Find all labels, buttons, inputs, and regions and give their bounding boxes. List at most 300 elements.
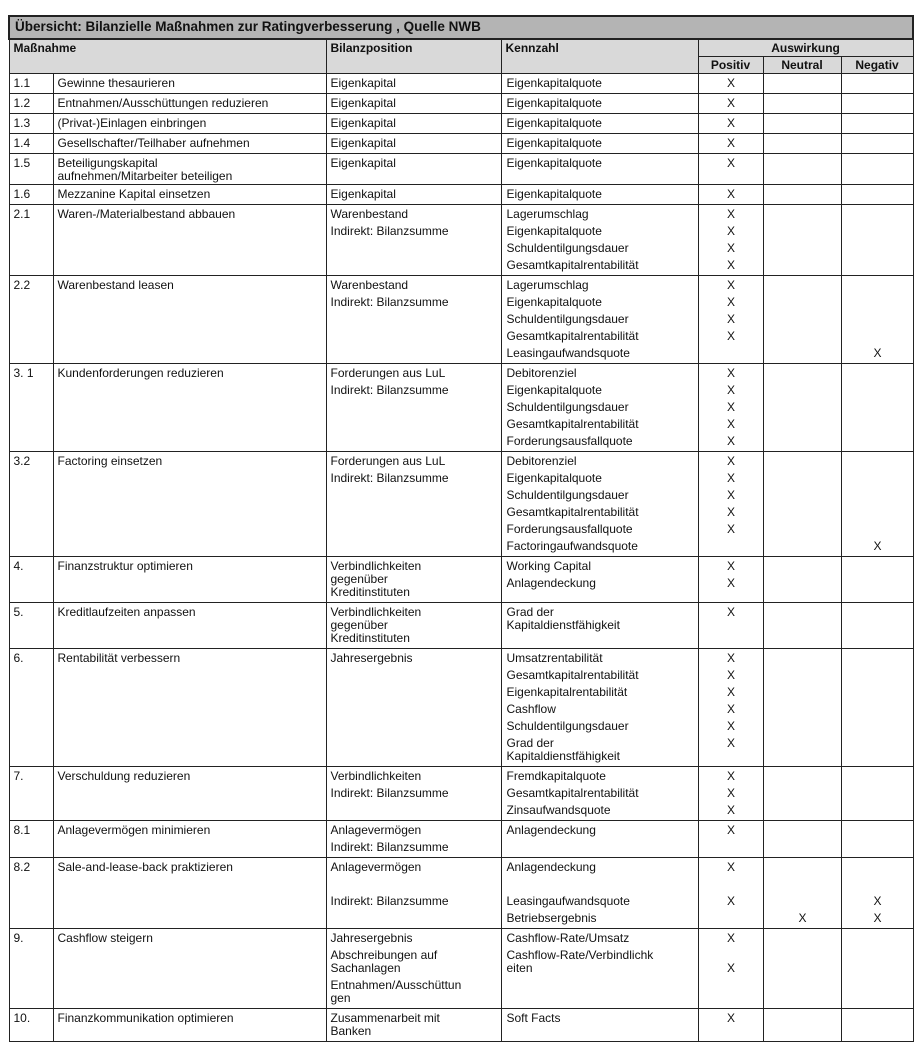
table-row bbox=[9, 154, 913, 185]
impact-neutral-mark bbox=[764, 155, 842, 172]
indicator-name: Cashflow bbox=[506, 702, 556, 716]
table-row bbox=[9, 452, 913, 557]
impact-neutral-mark bbox=[764, 930, 842, 947]
balance-position-cell bbox=[326, 929, 501, 1009]
impact-neutral-mark bbox=[764, 650, 842, 667]
impact-neutral-mark bbox=[764, 802, 842, 819]
indicator-name: Eigenkapitalquote bbox=[506, 116, 602, 130]
indicator-grid bbox=[502, 276, 913, 363]
indicator-name: Lagerumschlag bbox=[506, 207, 589, 221]
table-row bbox=[9, 929, 913, 1009]
indicators-cell bbox=[501, 185, 913, 205]
impact-negative-mark bbox=[842, 802, 914, 819]
impact-negative-mark bbox=[842, 701, 914, 718]
measure-name: Gesellschafter/Teilhaber aufnehmen bbox=[53, 134, 326, 154]
impact-positive-mark: X bbox=[726, 605, 735, 619]
measure-name: (Privat-)Einlagen einbringen bbox=[53, 114, 326, 134]
impact-positive-mark: X bbox=[726, 187, 735, 201]
measure-name: Verschuldung reduzieren bbox=[53, 767, 326, 821]
measure-name: Gewinne thesaurieren bbox=[53, 74, 326, 94]
balance-position: Warenbestand bbox=[330, 278, 409, 292]
header-bilanzposition: Bilanzposition bbox=[326, 39, 501, 74]
impact-neutral-mark bbox=[764, 277, 842, 294]
header-neutral: Neutral bbox=[763, 57, 841, 74]
measure-number: 2.1 bbox=[9, 205, 53, 276]
balance-position: Anlagevermögen bbox=[330, 860, 422, 874]
impact-neutral-mark bbox=[764, 558, 842, 575]
impact-positive-mark: X bbox=[726, 366, 735, 380]
impact-positive-mark: X bbox=[726, 576, 735, 590]
impact-negative-mark bbox=[842, 328, 914, 345]
impact-positive-mark: X bbox=[726, 383, 735, 397]
indicator-name: Eigenkapitalquote bbox=[506, 471, 602, 485]
indicator-name: Grad der Kapitaldienstfähigkeit bbox=[506, 605, 620, 632]
indicator-name: Lagerumschlag bbox=[506, 278, 589, 292]
header-auswirkung: Auswirkung bbox=[698, 39, 913, 57]
indicators-cell bbox=[501, 603, 913, 649]
impact-neutral-mark bbox=[764, 667, 842, 684]
impact-positive-mark: X bbox=[726, 156, 735, 170]
indicator-name: Eigenkapitalquote bbox=[506, 76, 602, 90]
impact-neutral-mark bbox=[764, 294, 842, 311]
impact-neutral-mark bbox=[764, 947, 842, 977]
impact-negative-mark bbox=[842, 240, 914, 257]
impact-positive-mark: X bbox=[726, 471, 735, 485]
indicator-grid bbox=[502, 767, 913, 820]
table-row bbox=[9, 114, 913, 134]
balance-position-cell bbox=[326, 205, 501, 276]
impact-negative-mark bbox=[842, 277, 914, 294]
impact-positive-mark: X bbox=[726, 823, 735, 837]
impact-positive-mark: X bbox=[726, 559, 735, 573]
balance-position-cell bbox=[326, 767, 501, 821]
balance-position: Indirekt: Bilanzsumme bbox=[330, 471, 449, 485]
balance-position-cell bbox=[326, 557, 501, 603]
header-massnahme: Maßnahme bbox=[9, 39, 326, 74]
balance-position: Eigenkapital bbox=[330, 76, 396, 90]
measure-name: Warenbestand leasen bbox=[53, 276, 326, 364]
header-negativ: Negativ bbox=[841, 57, 913, 74]
indicator-name: Schuldentilgungsdauer bbox=[506, 488, 629, 502]
impact-negative-mark bbox=[842, 876, 914, 893]
indicators-cell bbox=[501, 452, 913, 557]
indicator-name: Zinsaufwandsquote bbox=[506, 803, 611, 817]
impact-neutral-mark bbox=[764, 768, 842, 785]
impact-negative-mark bbox=[842, 487, 914, 504]
indicator-name: Eigenkapitalquote bbox=[506, 136, 602, 150]
measure-number: 9. bbox=[9, 929, 53, 1009]
impact-neutral-mark bbox=[764, 701, 842, 718]
measure-number: 6. bbox=[9, 649, 53, 767]
balance-position: Eigenkapital bbox=[330, 187, 396, 201]
impact-neutral-mark bbox=[764, 186, 842, 203]
indicators-cell bbox=[501, 557, 913, 603]
indicator-name: Debitorenziel bbox=[506, 454, 577, 468]
indicators-cell bbox=[501, 74, 913, 94]
indicator-name: Betriebsergebnis bbox=[506, 911, 597, 925]
impact-neutral-mark bbox=[764, 206, 842, 223]
impact-positive-mark: X bbox=[726, 278, 735, 292]
impact-positive-mark: X bbox=[726, 1011, 735, 1025]
indicators-cell bbox=[501, 276, 913, 364]
indicator-name: Cashflow-Rate/Umsatz bbox=[506, 931, 630, 945]
indicator-grid bbox=[502, 1009, 913, 1028]
impact-neutral-mark bbox=[764, 876, 842, 893]
impact-neutral-mark bbox=[764, 470, 842, 487]
indicators-cell bbox=[501, 767, 913, 821]
impact-positive-mark: X bbox=[726, 931, 735, 945]
impact-positive-mark: X bbox=[726, 434, 735, 448]
impact-neutral-mark bbox=[764, 433, 842, 450]
impact-positive-mark: X bbox=[726, 76, 735, 90]
impact-positive-mark: X bbox=[726, 329, 735, 343]
impact-positive-mark bbox=[699, 876, 764, 893]
impact-negative-mark bbox=[842, 223, 914, 240]
indicator-grid bbox=[502, 94, 913, 113]
impact-positive-mark: X bbox=[726, 702, 735, 716]
impact-negative-mark bbox=[842, 416, 914, 433]
measure-name: Finanzkommunikation optimieren bbox=[53, 1009, 326, 1042]
measure-name: Waren-/Materialbestand abbauen bbox=[53, 205, 326, 276]
impact-negative-mark bbox=[842, 859, 914, 876]
measure-number: 7. bbox=[9, 767, 53, 821]
indicators-cell bbox=[501, 821, 913, 858]
indicator-name: Factoringaufwandsquote bbox=[506, 539, 638, 553]
indicator-grid bbox=[502, 205, 913, 275]
indicator-name: Schuldentilgungsdauer bbox=[506, 719, 629, 733]
impact-neutral-mark bbox=[764, 257, 842, 274]
impact-neutral-mark bbox=[764, 135, 842, 152]
indicator-name: Anlagendeckung bbox=[506, 823, 596, 837]
indicator-grid bbox=[502, 185, 913, 204]
impact-neutral-mark bbox=[764, 345, 842, 362]
impact-negative-mark bbox=[842, 521, 914, 538]
impact-negative-mark bbox=[842, 95, 914, 112]
indicator-grid bbox=[502, 114, 913, 133]
table-row bbox=[9, 603, 913, 649]
impact-neutral-mark bbox=[764, 75, 842, 92]
impact-neutral-mark bbox=[764, 416, 842, 433]
impact-negative-mark bbox=[842, 558, 914, 575]
balance-position: Verbindlichkeiten bbox=[330, 769, 422, 783]
indicators-cell bbox=[501, 205, 913, 276]
measure-name: Finanzstruktur optimieren bbox=[53, 557, 326, 603]
measure-number: 1.6 bbox=[9, 185, 53, 205]
impact-negative-mark bbox=[842, 575, 914, 592]
impact-positive-mark bbox=[699, 345, 764, 362]
impact-neutral-mark bbox=[764, 115, 842, 132]
indicator-name: Gesamtkapitalrentabilität bbox=[506, 505, 639, 519]
impact-negative-mark bbox=[842, 667, 914, 684]
impact-negative-mark: X bbox=[873, 346, 882, 360]
table-row bbox=[9, 276, 913, 364]
balance-position-cell bbox=[326, 154, 501, 185]
impact-negative-mark bbox=[842, 155, 914, 172]
balance-position: Indirekt: Bilanzsumme bbox=[330, 383, 449, 397]
impact-positive-mark bbox=[699, 538, 764, 555]
indicator-grid bbox=[502, 154, 913, 173]
impact-negative-mark bbox=[842, 135, 914, 152]
impact-neutral-mark bbox=[764, 240, 842, 257]
balance-position-cell bbox=[326, 114, 501, 134]
indicator-name: Gesamtkapitalrentabilität bbox=[506, 329, 639, 343]
balance-position: Indirekt: Bilanzsumme bbox=[330, 894, 449, 908]
balance-position: Jahresergebnis bbox=[330, 931, 413, 945]
impact-positive-mark: X bbox=[726, 116, 735, 130]
impact-positive-mark: X bbox=[726, 96, 735, 110]
indicator-name: Cashflow-Rate/Verbindlichk eiten bbox=[506, 948, 654, 975]
indicator-grid bbox=[502, 649, 913, 766]
impact-positive-mark: X bbox=[726, 400, 735, 414]
measure-name: Kundenforderungen reduzieren bbox=[53, 364, 326, 452]
impact-neutral-mark bbox=[764, 684, 842, 701]
balance-position-cell bbox=[326, 649, 501, 767]
indicator-name: Eigenkapitalquote bbox=[506, 187, 602, 201]
measure-number: 2.2 bbox=[9, 276, 53, 364]
measure-number: 8.1 bbox=[9, 821, 53, 858]
impact-negative-mark bbox=[842, 470, 914, 487]
balance-position-cell bbox=[326, 452, 501, 557]
impact-negative-mark bbox=[842, 785, 914, 802]
measure-name: Factoring einsetzen bbox=[53, 452, 326, 557]
table-row bbox=[9, 134, 913, 154]
impact-neutral-mark bbox=[764, 311, 842, 328]
impact-neutral-mark bbox=[764, 575, 842, 592]
balance-position: Verbindlichkeiten gegenüber Kreditinstituten bbox=[330, 605, 422, 645]
balance-position-cell bbox=[326, 821, 501, 858]
balance-position: Eigenkapital bbox=[330, 116, 396, 130]
indicator-name: Soft Facts bbox=[506, 1011, 561, 1025]
impact-positive-mark: X bbox=[726, 685, 735, 699]
impact-negative-mark bbox=[842, 382, 914, 399]
measure-name: Cashflow steigern bbox=[53, 929, 326, 1009]
balance-position-cell bbox=[326, 134, 501, 154]
impact-neutral-mark bbox=[764, 504, 842, 521]
balance-position-cell bbox=[326, 364, 501, 452]
header-positiv: Positiv bbox=[698, 57, 763, 74]
indicator-grid bbox=[502, 858, 913, 928]
measure-number: 3. 1 bbox=[9, 364, 53, 452]
balance-position-cell bbox=[326, 94, 501, 114]
balance-position: Eigenkapital bbox=[330, 96, 396, 110]
measure-number: 3.2 bbox=[9, 452, 53, 557]
indicator-name: Gesamtkapitalrentabilität bbox=[506, 258, 639, 272]
indicator-name: Eigenkapitalquote bbox=[506, 96, 602, 110]
indicator-grid bbox=[502, 134, 913, 153]
measure-number: 5. bbox=[9, 603, 53, 649]
table-row bbox=[9, 858, 913, 929]
impact-negative-mark bbox=[842, 453, 914, 470]
impact-negative-mark bbox=[842, 718, 914, 735]
balance-position bbox=[331, 876, 497, 893]
impact-neutral-mark bbox=[764, 604, 842, 634]
indicator-name: Eigenkapitalquote bbox=[506, 295, 602, 309]
impact-positive-mark: X bbox=[726, 719, 735, 733]
impact-neutral-mark bbox=[764, 893, 842, 910]
table-row bbox=[9, 94, 913, 114]
impact-negative-mark bbox=[842, 930, 914, 947]
impact-positive-mark: X bbox=[726, 894, 735, 908]
table-row bbox=[9, 649, 913, 767]
impact-neutral-mark bbox=[764, 95, 842, 112]
impact-neutral-mark bbox=[764, 382, 842, 399]
measure-number: 10. bbox=[9, 1009, 53, 1042]
impact-negative-mark bbox=[842, 768, 914, 785]
indicators-cell bbox=[501, 154, 913, 185]
table-row bbox=[9, 74, 913, 94]
impact-negative-mark bbox=[842, 1010, 914, 1027]
impact-positive-mark: X bbox=[726, 312, 735, 326]
impact-negative-mark bbox=[842, 257, 914, 274]
impact-neutral-mark: X bbox=[798, 911, 807, 925]
impact-neutral-mark bbox=[764, 1010, 842, 1027]
indicator-name: Schuldentilgungsdauer bbox=[506, 400, 629, 414]
balance-position: Forderungen aus LuL bbox=[330, 366, 446, 380]
indicator-name: Debitorenziel bbox=[506, 366, 577, 380]
balance-position-cell bbox=[326, 74, 501, 94]
impact-positive-mark: X bbox=[726, 961, 735, 975]
indicator-grid bbox=[502, 557, 913, 593]
balance-position: Indirekt: Bilanzsumme bbox=[330, 840, 449, 854]
measure-name: Mezzanine Kapital einsetzen bbox=[53, 185, 326, 205]
table-title: Übersicht: Bilanzielle Maßnahmen zur Ratingverbesserung , Quelle NWB bbox=[9, 16, 913, 39]
balance-position: Zusammenarbeit mit Banken bbox=[330, 1011, 440, 1038]
indicator-grid bbox=[502, 452, 913, 556]
measure-name: Beteiligungskapital aufnehmen/Mitarbeiter beteiligen bbox=[53, 154, 326, 185]
measure-name: Rentabilität verbessern bbox=[53, 649, 326, 767]
impact-negative-mark bbox=[842, 115, 914, 132]
indicator-name: Leasingaufwandsquote bbox=[506, 894, 630, 908]
indicator-name: Gesamtkapitalrentabilität bbox=[506, 668, 639, 682]
balance-position-cell bbox=[326, 276, 501, 364]
indicator-name: Leasingaufwandsquote bbox=[506, 346, 630, 360]
balance-position: Eigenkapital bbox=[330, 136, 396, 150]
impact-positive-mark: X bbox=[726, 241, 735, 255]
indicator-name: Forderungsausfallquote bbox=[506, 522, 633, 536]
balance-position: Abschreibungen auf Sachanlagen bbox=[330, 948, 438, 975]
impact-neutral-mark bbox=[764, 735, 842, 765]
impact-negative-mark bbox=[842, 311, 914, 328]
impact-neutral-mark bbox=[764, 223, 842, 240]
indicators-cell bbox=[501, 134, 913, 154]
indicator-name: Schuldentilgungsdauer bbox=[506, 241, 629, 255]
impact-neutral-mark bbox=[764, 822, 842, 839]
impact-negative-mark bbox=[842, 186, 914, 203]
indicators-cell bbox=[501, 364, 913, 452]
measure-number: 1.3 bbox=[9, 114, 53, 134]
impact-neutral-mark bbox=[764, 538, 842, 555]
table-row bbox=[9, 557, 913, 603]
impact-negative-mark bbox=[842, 947, 914, 977]
table-row bbox=[9, 364, 913, 452]
impact-positive-mark: X bbox=[726, 136, 735, 150]
impact-positive-mark: X bbox=[726, 295, 735, 309]
impact-positive-mark: X bbox=[726, 454, 735, 468]
measure-number: 1.4 bbox=[9, 134, 53, 154]
table-row bbox=[9, 205, 913, 276]
indicator-name: Grad der Kapitaldienstfähigkeit bbox=[506, 736, 620, 763]
impact-positive-mark: X bbox=[726, 668, 735, 682]
measure-number: 4. bbox=[9, 557, 53, 603]
indicator-name: Umsatzrentabilität bbox=[506, 651, 603, 665]
impact-negative-mark bbox=[842, 604, 914, 634]
table-row bbox=[9, 1009, 913, 1042]
impact-positive-mark: X bbox=[726, 505, 735, 519]
indicator-name: Gesamtkapitalrentabilität bbox=[506, 786, 639, 800]
impact-positive-mark bbox=[699, 910, 764, 927]
indicator-name: Eigenkapitalquote bbox=[506, 383, 602, 397]
impact-positive-mark: X bbox=[726, 522, 735, 536]
indicators-cell bbox=[501, 114, 913, 134]
measure-number: 1.2 bbox=[9, 94, 53, 114]
header-kennzahl: Kennzahl bbox=[501, 39, 698, 74]
balance-position-cell bbox=[326, 185, 501, 205]
measure-name: Kreditlaufzeiten anpassen bbox=[53, 603, 326, 649]
balance-position: Jahresergebnis bbox=[330, 651, 413, 665]
indicator-grid bbox=[502, 603, 913, 635]
indicator-name: Working Capital bbox=[506, 559, 591, 573]
impact-positive-mark: X bbox=[726, 258, 735, 272]
balance-position-cell bbox=[326, 1009, 501, 1042]
impact-negative-mark bbox=[842, 735, 914, 765]
balance-position: Indirekt: Bilanzsumme bbox=[330, 295, 449, 309]
impact-neutral-mark bbox=[764, 718, 842, 735]
impact-positive-mark: X bbox=[726, 488, 735, 502]
indicator-name: Schuldentilgungsdauer bbox=[506, 312, 629, 326]
impact-positive-mark: X bbox=[726, 786, 735, 800]
balance-position: Verbindlichkeiten gegenüber Kreditinstituten bbox=[330, 559, 422, 599]
indicators-cell bbox=[501, 1009, 913, 1042]
balance-position: Eigenkapital bbox=[330, 156, 396, 170]
indicator-name: Gesamtkapitalrentabilität bbox=[506, 417, 639, 431]
measures-table bbox=[8, 15, 914, 1042]
impact-positive-mark: X bbox=[726, 803, 735, 817]
impact-negative-mark bbox=[842, 822, 914, 839]
balance-position: Indirekt: Bilanzsumme bbox=[330, 224, 449, 238]
impact-negative-mark: X bbox=[873, 894, 882, 908]
measure-name: Entnahmen/Ausschüttungen reduzieren bbox=[53, 94, 326, 114]
indicator-grid bbox=[502, 929, 913, 978]
indicator-grid bbox=[502, 821, 913, 840]
impact-neutral-mark bbox=[764, 365, 842, 382]
indicators-cell bbox=[501, 858, 913, 929]
measure-number: 1.5 bbox=[9, 154, 53, 185]
impact-positive-mark: X bbox=[726, 736, 735, 750]
indicator-name: Anlagendeckung bbox=[506, 860, 596, 874]
impact-positive-mark: X bbox=[726, 224, 735, 238]
balance-position: Forderungen aus LuL bbox=[330, 454, 446, 468]
impact-neutral-mark bbox=[764, 399, 842, 416]
indicator-name: Fremdkapitalquote bbox=[506, 769, 606, 783]
balance-position: Indirekt: Bilanzsumme bbox=[330, 786, 449, 800]
impact-positive-mark: X bbox=[726, 417, 735, 431]
impact-negative-mark bbox=[842, 399, 914, 416]
impact-negative-mark bbox=[842, 433, 914, 450]
indicator-grid bbox=[502, 74, 913, 93]
indicator-name bbox=[502, 876, 699, 893]
impact-negative-mark bbox=[842, 504, 914, 521]
impact-negative-mark bbox=[842, 650, 914, 667]
balance-position-cell bbox=[326, 603, 501, 649]
impact-neutral-mark bbox=[764, 487, 842, 504]
impact-neutral-mark bbox=[764, 328, 842, 345]
indicator-name: Eigenkapitalquote bbox=[506, 224, 602, 238]
measure-number: 8.2 bbox=[9, 858, 53, 929]
indicators-cell bbox=[501, 94, 913, 114]
impact-positive-mark: X bbox=[726, 860, 735, 874]
table-row bbox=[9, 767, 913, 821]
indicator-grid bbox=[502, 364, 913, 451]
